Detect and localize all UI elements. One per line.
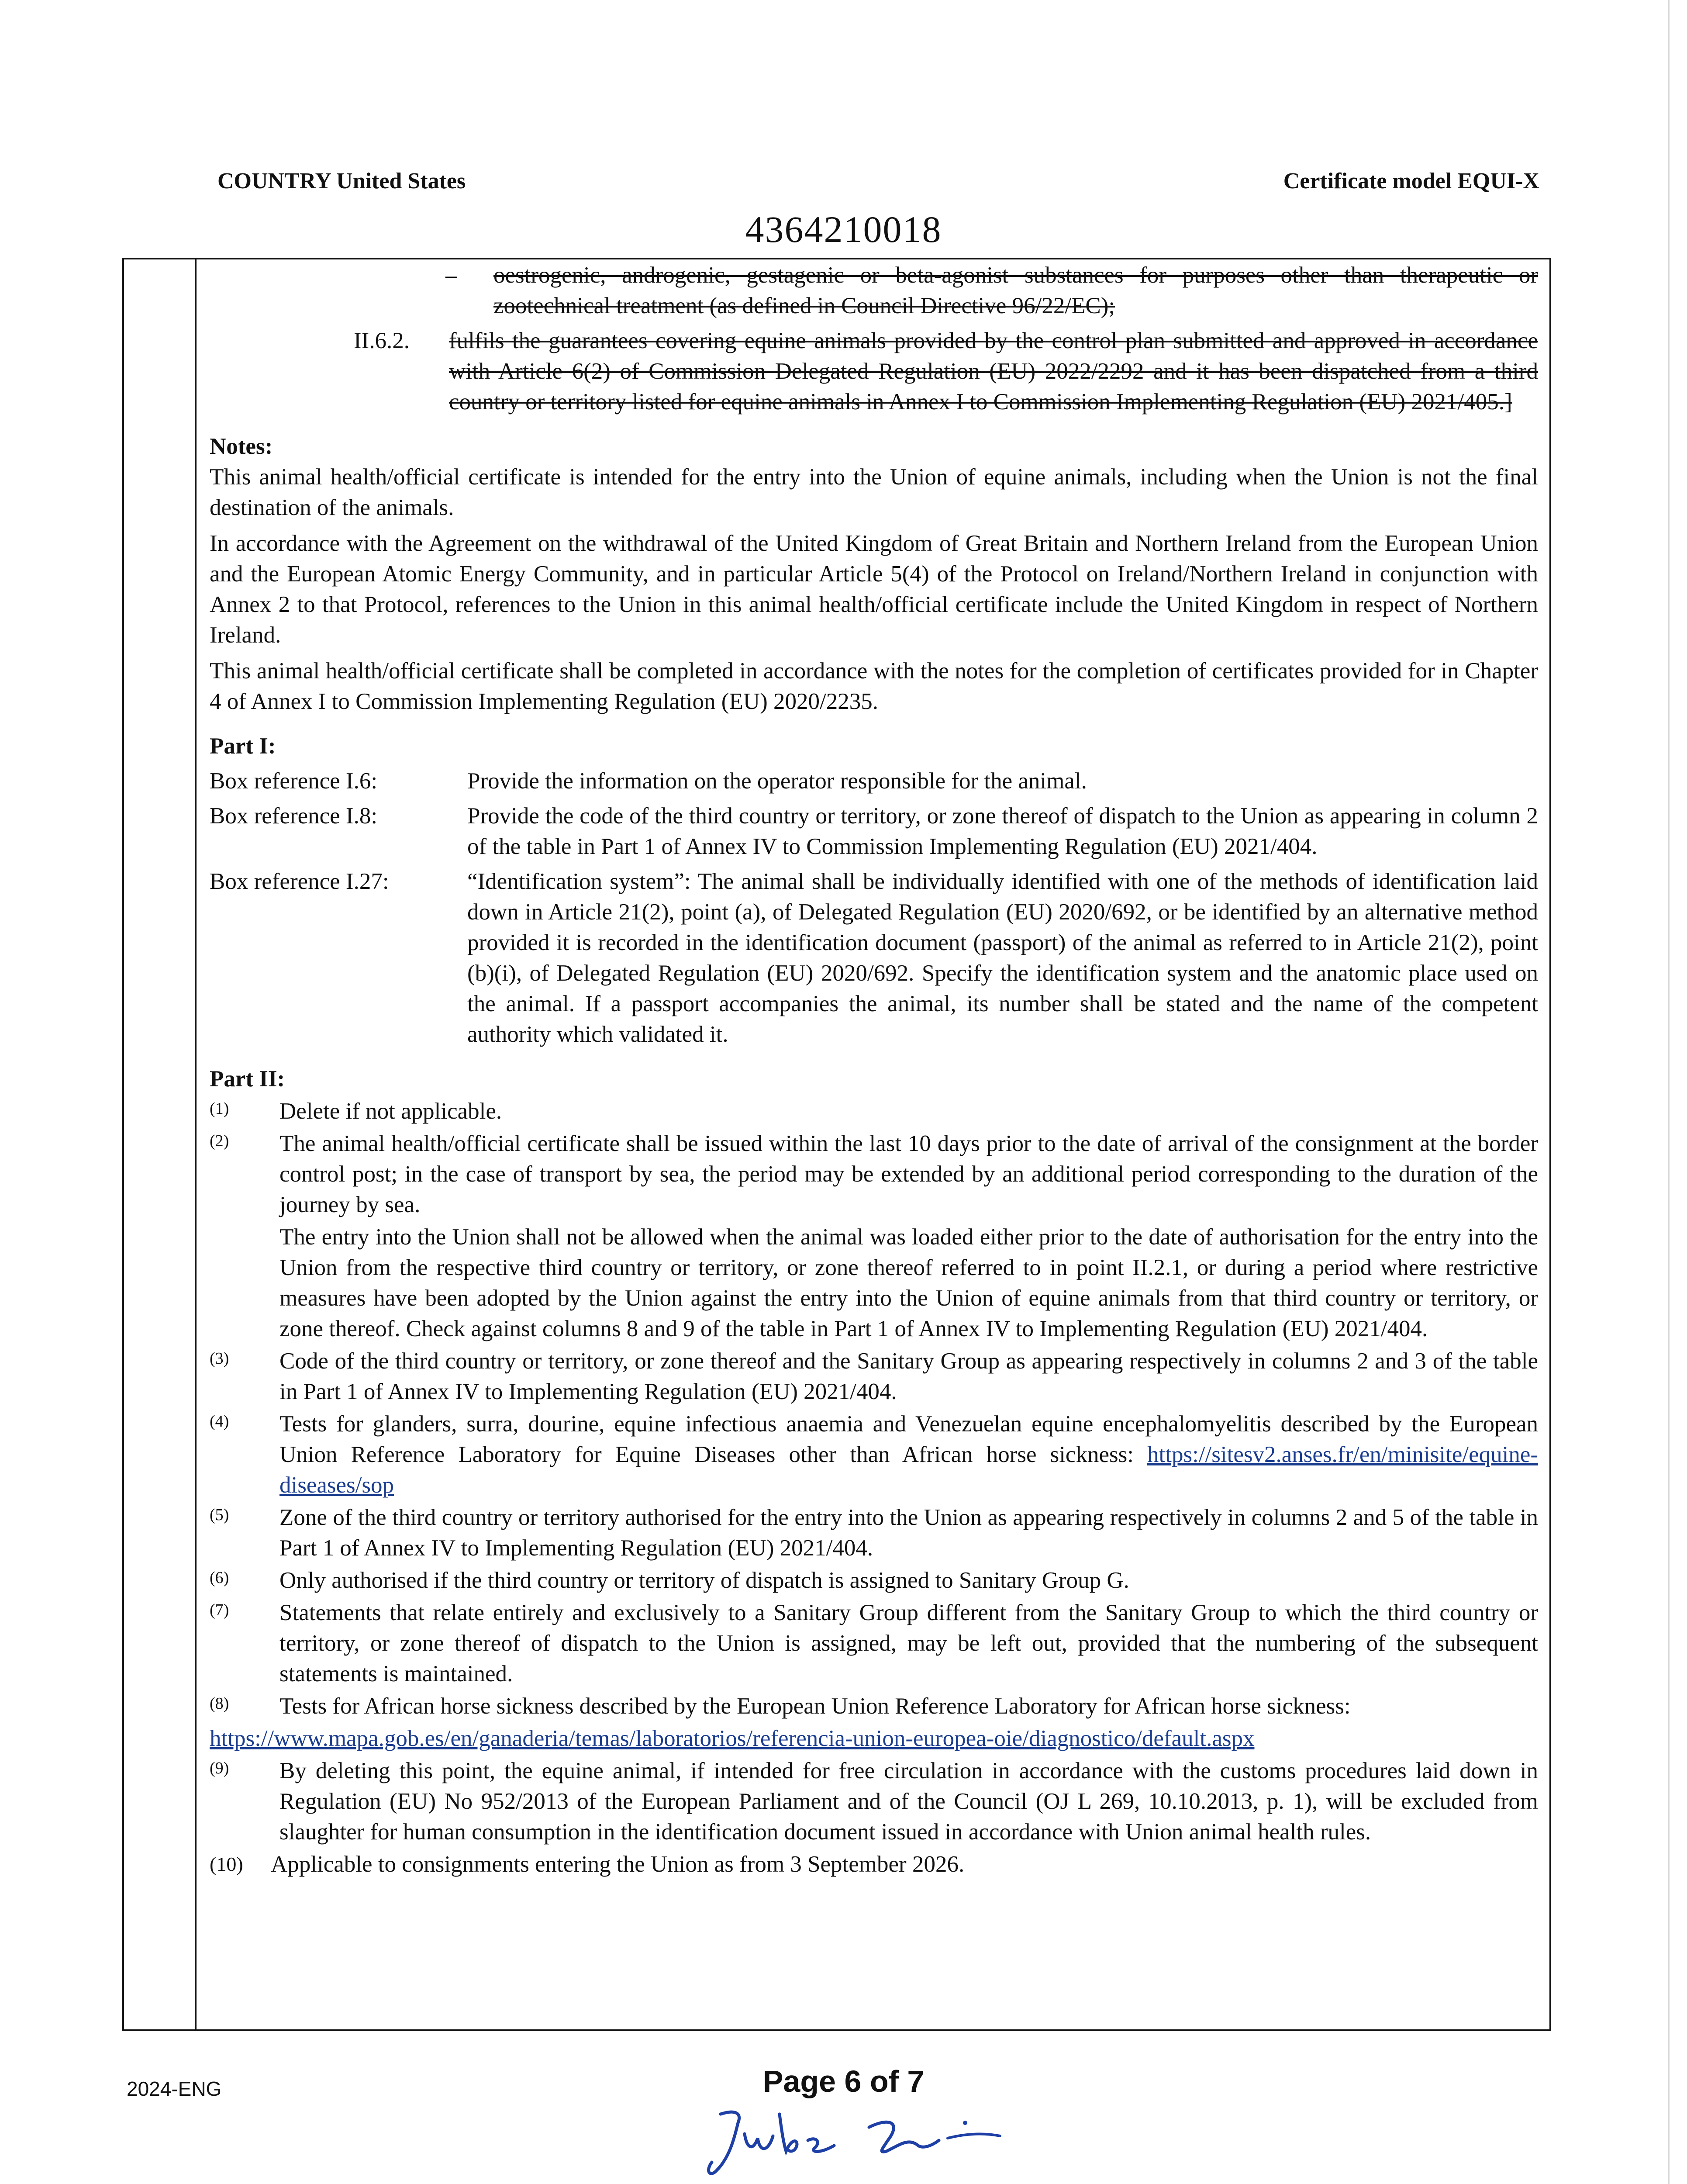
footnote-text: Only authorised if the third country or territory of dispatch is assigned to Sanitary Group G. xyxy=(279,1568,1129,1593)
struck-bullet xyxy=(210,260,1538,321)
footnote-8 xyxy=(210,1691,1538,1721)
notes-heading: Notes: xyxy=(210,434,273,459)
frame-margin-line xyxy=(195,259,197,2029)
footnote-5 xyxy=(210,1502,1538,1563)
country-label: COUNTRY xyxy=(217,169,331,194)
footnote-number: (8) xyxy=(210,1694,229,1713)
footnote-number: (6) xyxy=(210,1569,229,1587)
struck-bullet-text: oestrogenic, androgenic, gestagenic or beta-agonist substances for purposes other than therapeutic or zootechnical treatment (as defined in Council Directive 96/22/EC); xyxy=(493,263,1538,318)
footnote-number: (9) xyxy=(210,1759,229,1777)
box-reference-label: Box reference I.8: xyxy=(210,803,378,829)
footnote-8-link-line xyxy=(210,1723,1538,1754)
equine-diseases-link[interactable]: https://sitesv2.anses.fr/en/minisite/equine-diseases/sop xyxy=(279,1442,1538,1498)
notes-paragraph-3: This animal health/official certificate shall be completed in accordance with the notes for the completion of certificates provided for in Chapter 4 of Annex I to Commission Implementing Regulation (EU) 2020/2235. xyxy=(210,658,1538,714)
footnote-number: (1) xyxy=(210,1099,229,1118)
box-reference-text: “Identification system”: The animal shall be individually identified with one of the methods of identification laid down in Article 21(2), point (a), of Delegated Regulation (EU) 2020/692, or be identified by an alternative method provided it is recorded in the identification document (passport) of the animal as referred to in Article 21(2), point (b)(i), of Delegated Regulation (EU) 2020/692. Specify the identification system and the anatomic place used on the animal. If a passport accompanies the animal, its number shall be stated and the name of the competent authority which validated it. xyxy=(467,869,1538,1047)
footnote-text: Code of the third country or territory, or zone thereof and the Sanitary Group as appearing respectively in columns 2 and 3 of the table in Part 1 of Annex IV to Implementing Regulation (EU) 2021/404. xyxy=(279,1348,1538,1404)
footnote-6 xyxy=(210,1565,1538,1596)
african-horse-sickness-link[interactable]: https://www.mapa.gob.es/en/ganaderia/temas/laboratorios/referencia-union-europea-oie/diagnostico/default.aspx xyxy=(210,1726,1255,1751)
footnote-number: (4) xyxy=(210,1412,229,1431)
notes-paragraph-2: In accordance with the Agreement on the withdrawal of the United Kingdom of Great Britain and Northern Ireland from the European Union and the European Atomic Energy Community, and in particular Article 5(4) of the Protocol on Ireland/Northern Ireland in conjunction with Annex 2 to that Protocol, references to the Union in this animal health/official certificate include the United Kingdom in respect of Northern Ireland. xyxy=(210,531,1538,648)
box-reference-label: Box reference I.6: xyxy=(210,768,378,794)
footnote-number: (3) xyxy=(210,1349,229,1368)
point-text: fulfils the guarantees covering equine animals provided by the control plan submitted and approved in accordance with Article 6(2) of Commission Delegated Regulation (EU) 2022/2292 and it has been dispatched from a third country or territory listed for equine animals in Annex I to Commission Implementing Regulation (EU) 2021/405.] xyxy=(449,328,1538,415)
footnote-text: Tests for glanders, surra, dourine, equine infectious anaemia and Venezuelan equine encephalomyelitis described by the European Union Reference Laboratory for Equine Diseases other than African horse sickness: xyxy=(279,1411,1538,1467)
box-reference-text: Provide the code of the third country or territory, or zone thereof of dispatch to the Union as appearing in column 2 of the table in Part 1 of Annex IV to Commission Implementing Regulation (EU) 2021/404. xyxy=(467,803,1538,859)
footnote-text: Delete if not applicable. xyxy=(279,1099,502,1124)
document-code: 2024-ENG xyxy=(127,2077,222,2100)
footnote-text: By deleting this point, the equine animal, if intended for free circulation in accordance with the customs procedures laid down in Regulation (EU) No 952/2013 of the European Parliament and of the Council (OJ L 269, 10.10.2013, p. 1), will be excluded from slaughter for human consumption in the identification document issued in accordance with Union animal health rules. xyxy=(279,1758,1538,1845)
footnote-number: (7) xyxy=(210,1601,229,1619)
footnote-3 xyxy=(210,1346,1538,1407)
box-reference-label: Box reference I.27: xyxy=(210,869,389,894)
footnote-number: (5) xyxy=(210,1506,229,1524)
footnote-number: (10) xyxy=(210,1853,243,1875)
point-number: II.6.2. xyxy=(354,328,410,353)
country-header xyxy=(217,168,466,194)
country-value: United States xyxy=(336,169,466,194)
scan-edge-line xyxy=(1668,0,1670,2184)
box-reference-row xyxy=(210,866,1538,1050)
box-reference-text: Provide the information on the operator responsible for the animal. xyxy=(467,768,1087,794)
footnote-10 xyxy=(210,1849,1538,1880)
footnote-text: The animal health/official certificate shall be issued within the last 10 days prior to the date of arrival of the consignment at the border control post; in the case of transport by sea, the period may be extended by an additional period corresponding to the duration of the journey by sea. xyxy=(279,1131,1538,1217)
footnote-2-continued xyxy=(210,1222,1538,1344)
footnote-9 xyxy=(210,1755,1538,1847)
footnote-text: Zone of the third country or territory authorised for the entry into the Union as appearing respectively in columns 2 and 5 of the table in Part 1 of Annex IV to Implementing Regulation (EU) 2021/404. xyxy=(279,1505,1538,1561)
footnote-7 xyxy=(210,1597,1538,1689)
page-number: Page 6 of 7 xyxy=(762,2064,925,2098)
certificate-model: Certificate model EQUI-X xyxy=(1283,169,1539,194)
bullet-dash: – xyxy=(445,263,457,288)
footnote-text: Statements that relate entirely and exclusively to a Sanitary Group different from the Sanitary Group to which the third country or territory, or zone thereof of dispatch to the Union is assigned, may be left out, provided that the numbering of the subsequent statements is maintained. xyxy=(279,1600,1538,1686)
footnote-4 xyxy=(210,1409,1538,1500)
footnote-text: Applicable to consignments entering the Union as from 3 September 2026. xyxy=(271,1852,965,1877)
certificate-content xyxy=(210,260,1538,1880)
footnote-2 xyxy=(210,1128,1538,1220)
part-ii-heading: Part II: xyxy=(210,1066,285,1092)
box-reference-row xyxy=(210,801,1538,862)
footnote-text: Tests for African horse sickness described by the European Union Reference Laboratory for African horse sickness: xyxy=(279,1693,1351,1719)
footnote-text: The entry into the Union shall not be allowed when the animal was loaded either prior to the date of authorisation for the entry into the Union from the respective third country or territory, or zone thereof referred to in point II.2.1, or during a period where restrictive measures have been adopted by the Union against the entry into the Union of equine animals from that third country or territory, or zone thereof. Check against columns 8 and 9 of the table in Part 1 of Annex IV to Implementing Regulation (EU) 2021/404. xyxy=(279,1224,1538,1341)
footnote-1 xyxy=(210,1096,1538,1127)
footnote-number: (2) xyxy=(210,1132,229,1150)
handwritten-signature xyxy=(703,2097,1009,2180)
certificate-number: 4364210018 xyxy=(745,208,942,250)
box-reference-row xyxy=(210,766,1538,796)
part-i-heading: Part I: xyxy=(210,733,276,759)
struck-point-ii-6-2 xyxy=(210,325,1538,417)
notes-paragraph-1: This animal health/official certificate is intended for the entry into the Union of equine animals, including when the Union is not the final destination of the animals. xyxy=(210,464,1538,520)
